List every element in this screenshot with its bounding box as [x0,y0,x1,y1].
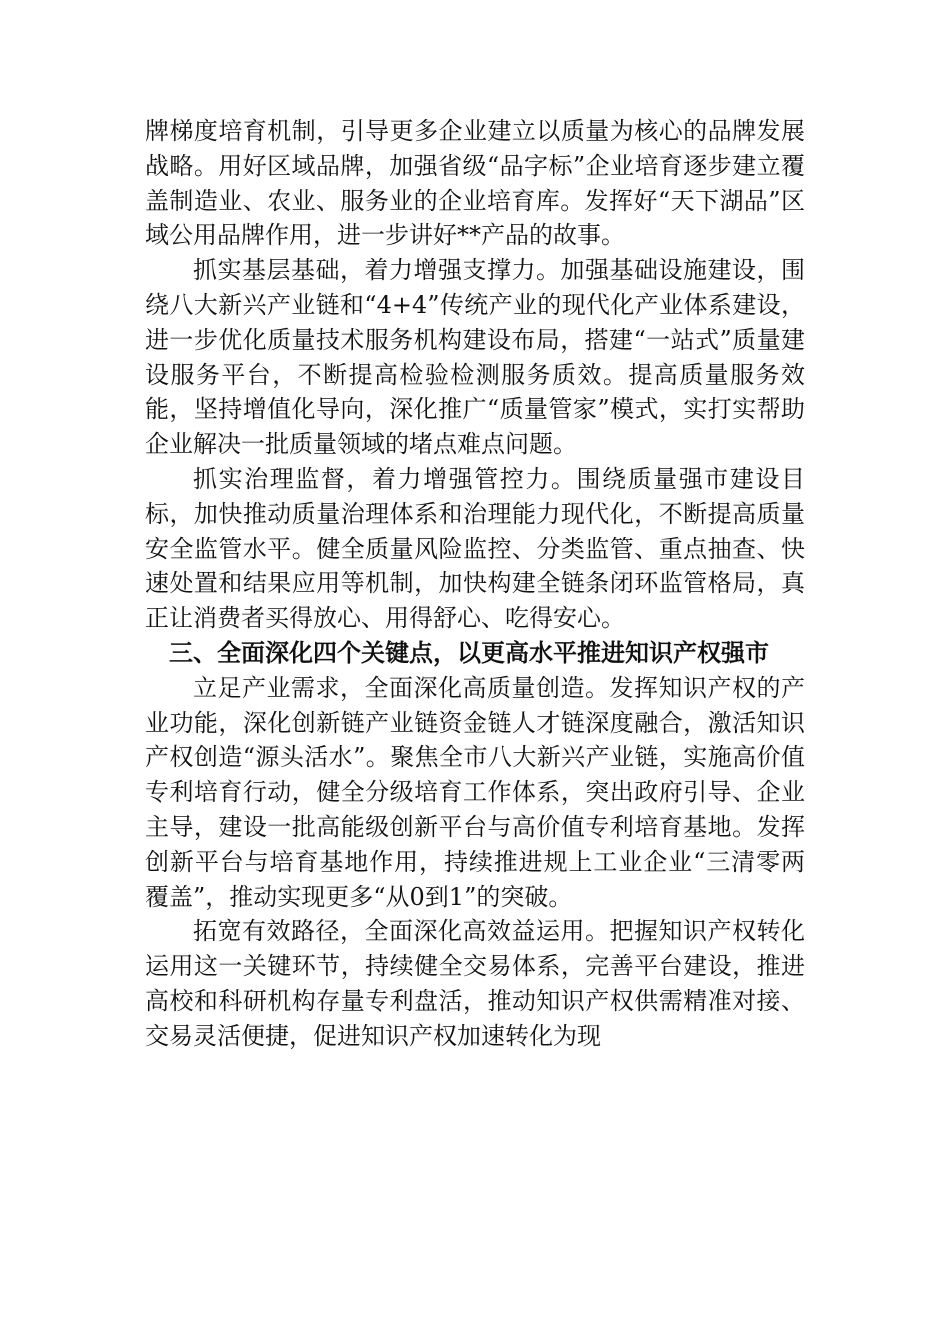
paragraph-ip-utilization: 拓宽有效路径，全面深化高效益运用。把握知识产权转化运用这一关键环节，持续健全交易体系，完善平台建设，推进高校和科研机构存量专利盘活，推动知识产权供需精准对接、交易灵活便捷，促进知识产权加速转化为现 [145,917,805,1050]
paragraph-ip-creation: 立足产业需求，全面深化高质量创造。发挥知识产权的产业功能，深化创新链产业链资金链人才链深度融合，激活知识产权创造“源头活水”。聚焦全市八大新兴产业链，实施高价值专利培育行动，健全分级培育工作体系，突出政府引导、企业主导，建设一批高能级创新平台与高价值专利培育基地。发挥创新平台与培育基地作用，持续推进规上工业企业“三清零两覆盖”，推动实现更多“从0到1”的突破。 [145,673,805,911]
document-page [145,114,805,1054]
paragraph-grassroots-foundation: 抓实基层基础，着力增强支撑力。加强基础设施建设，围绕八大新兴产业链和“4+4”传统产业的现代化产业体系建设，进一步优化质量技术服务机构建设布局，搭建“一站式”质量建设服务平台，不断提高检验检测服务质效。提高质量服务效能，坚持增值化导向，深化推广“质量管家”模式，实打实帮助企业解决一批质量领域的堵点难点问题。 [145,256,805,459]
paragraph-governance-supervision: 抓实治理监督，着力增强管控力。围绕质量强市建设目标，加快推动质量治理体系和治理能力现代化，不断提高质量安全监管水平。健全质量风险监控、分类监管、重点抽查、快速处置和结果应用等机制，加快构建全链条闭环监管格局，真正让消费者买得放心、用得舒心、吃得安心。 [145,464,805,633]
section-heading: 三、全面深化四个关键点，以更高水平推进知识产权强市 [169,638,769,667]
paragraph-brand-continuation: 牌梯度培育机制，引导更多企业建立以质量为核心的品牌发展战略。用好区域品牌，加强省级“品字标”企业培育逐步建立覆盖制造业、农业、服务业的企业培育库。发挥好“天下湖品”区域公用品牌作用，进一步讲好**产品的故事。 [145,117,805,250]
